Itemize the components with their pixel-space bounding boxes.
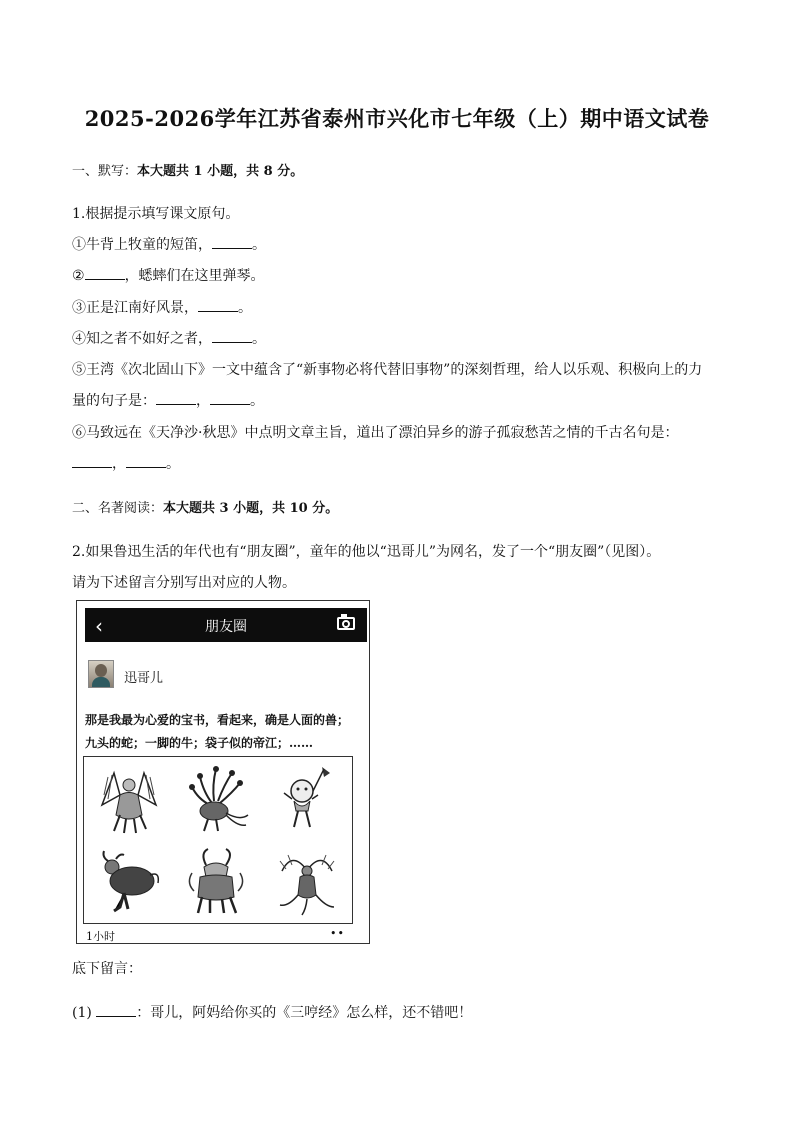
q1-item-5-line2	[72, 390, 264, 410]
camera-icon	[337, 617, 355, 630]
chevron-left-icon: ‹	[95, 614, 103, 638]
answer-blank[interactable]	[96, 1004, 136, 1017]
horned-beast-image	[182, 847, 252, 917]
phoenix-image	[272, 847, 342, 917]
section2-rest: 本大题共 3 小题，共 10 分。	[163, 501, 339, 516]
answer-blank[interactable]	[198, 299, 238, 312]
username: 迅哥儿	[124, 671, 164, 686]
q1-item-5-comma: ，	[196, 393, 210, 409]
q1-item-5-end: 。	[250, 393, 264, 409]
creature-image-grid	[83, 756, 353, 924]
q1-item-1-end: 。	[252, 237, 266, 253]
answer-blank[interactable]	[85, 267, 125, 280]
answer-blank[interactable]	[212, 236, 252, 249]
q1-item-6-end: 。	[166, 456, 180, 472]
section2-heading	[72, 497, 338, 516]
q1-item-3-end: 。	[238, 300, 252, 316]
q2-line2: 请为下述留言分别写出对应的人物。	[72, 575, 296, 591]
phone-title: 朋友圈	[205, 619, 247, 635]
nine-headed-bird-image	[182, 763, 252, 833]
section1-rest: 本大题共 1 小题，共 8 分。	[137, 164, 304, 179]
comment-1-text: ：哥儿，阿妈给你买的《三哼经》怎么样，还不错吧！	[136, 1005, 473, 1021]
q1-item-2-text: ②	[72, 268, 85, 284]
answer-blank[interactable]	[72, 455, 112, 468]
answer-blank[interactable]	[126, 455, 166, 468]
phone-title-bar	[85, 608, 367, 642]
comment-1	[72, 1002, 472, 1022]
section1-heading	[72, 160, 303, 179]
q1-stem: 1.根据提示填写课文原句。	[72, 206, 240, 222]
q1-item-4	[72, 328, 266, 348]
q1-item-5-prefix: 量的句子是：	[72, 393, 156, 409]
post-line1: 那是我最为心爱的宝书，看起来，确是人面的兽；	[85, 713, 350, 727]
section1-prefix: 一、默写：	[72, 164, 138, 179]
post-line2: 九头的蛇；一脚的牛；袋子似的帝江；……	[85, 736, 314, 750]
answer-blank[interactable]	[212, 330, 252, 343]
comments-label: 底下留言：	[72, 961, 142, 977]
q1-item-6-line1: ⑥马致远在《天净沙·秋思》中点明文章主旨，道出了漂泊异乡的游子孤寂愁苦之情的千古名句是：	[72, 425, 679, 441]
q1-item-5-line1: ⑤王湾《次北固山下》一文中蕴含了“新事物必将代替旧事物”的深刻哲理，给人以乐观、积极向上的力	[72, 362, 703, 378]
q1-item-2-end: ，蟋蟀们在这里弹琴。	[124, 268, 265, 284]
post-time: 1小时	[86, 930, 115, 943]
one-legged-spirit-image	[272, 763, 342, 833]
q1-item-6-comma: ，	[112, 456, 126, 472]
q1-item-3	[72, 297, 252, 317]
comment-1-number: (1)	[72, 1005, 92, 1021]
moments-screenshot	[76, 600, 370, 944]
q1-item-3-text: ③正是江南好风景，	[72, 300, 198, 316]
answer-blank[interactable]	[210, 392, 250, 405]
section2-prefix: 二、名著阅读：	[72, 501, 164, 516]
q2-line1: 2.如果鲁迅生活的年代也有“朋友圈”，童年的他以“迅哥儿”为网名，发了一个“朋友圈”（见图）。	[72, 544, 661, 560]
avatar	[88, 660, 114, 688]
answer-blank[interactable]	[156, 392, 196, 405]
page-title: 2025-2026学年江苏省泰州市兴化市七年级（上）期中语文试卷	[84, 106, 710, 131]
q1-item-6-line2	[72, 453, 180, 473]
q1-item-1	[72, 234, 266, 254]
more-dots-icon[interactable]: ••	[330, 927, 345, 940]
one-footed-ox-image	[94, 847, 164, 917]
winged-beast-image	[94, 765, 164, 835]
q1-item-4-end: 。	[252, 331, 266, 347]
q1-item-4-text: ④知之者不如好之者，	[72, 331, 212, 347]
q1-item-2	[72, 265, 265, 285]
q1-item-1-text: ①牛背上牧童的短笛，	[72, 237, 212, 253]
